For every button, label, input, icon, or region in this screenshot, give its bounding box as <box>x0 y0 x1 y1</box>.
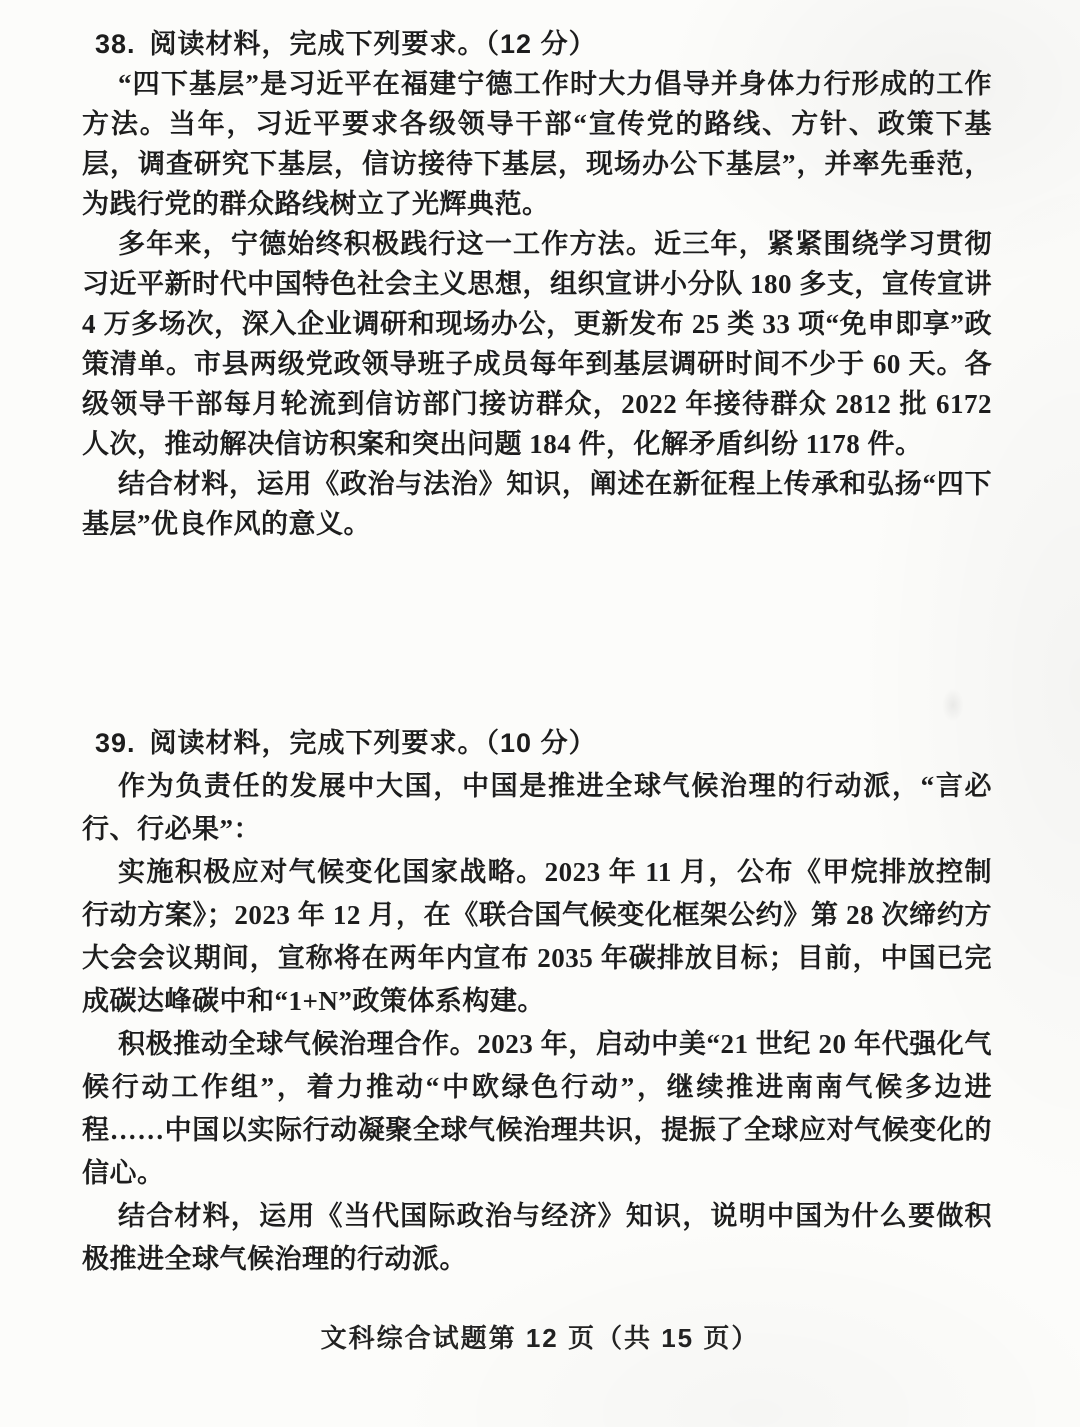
question-39-material-paragraph-1: 作为负责任的发展中大国，中国是推进全球气候治理的行动派，“言必行、行必果”： <box>82 771 992 844</box>
question-38-material-paragraph-2: 多年来，宁德始终积极践行这一工作方法。近三年，紧紧围绕学习贯彻习近平新时代中国特色社会主义思想，组织宣讲小分队 180 多支，宣传宣讲 4 万多场次，深入企业调研和现场办公，更新发布 25 类 33 项“免申即享”政策清单。市县两级党政领导班子成员每年到基层调研时间不少于 60 天。各级领导干部每月轮流到信访部门接访群众，2022 年接待群众 2812 批 6172 人次，推动解决信访积案和突出问题 184 件，化解矛盾纠纷 1178 件。 <box>82 229 992 459</box>
question-39-task: 结合材料，运用《当代国际政治与经济》知识，说明中国为什么要做积极推进全球气候治理的行动派。 <box>82 1201 992 1274</box>
question-39-number: 39. <box>95 728 136 758</box>
question-38 <box>82 24 992 544</box>
question-39-material-paragraph-3: 积极推动全球气候治理合作。2023 年，启动中美“21 世纪 20 年代强化气候行动工作组”，着力推动“中欧绿色行动”，继续推进南南气候多边进程……中国以实际行动凝聚全球气候治理共识，提振了全球应对气候变化的信心。 <box>82 1029 992 1188</box>
question-39-title: 阅读材料，完成下列要求。（10 分） <box>149 728 597 758</box>
question-39-material-paragraph-2: 实施积极应对气候变化国家战略。2023 年 11 月，公布《甲烷排放控制行动方案》；2023 年 12 月，在《联合国气候变化框架公约》第 28 次缔约方大会会议期间，宣称将在两年内宣布 2035 年碳排放目标；目前，中国已完成碳达峰碳中和“1+N”政策体系构建。 <box>82 857 992 1016</box>
question-38-title: 阅读材料，完成下列要求。（12 分） <box>149 29 597 59</box>
scan-artifact <box>942 688 964 722</box>
question-39 <box>82 722 992 1281</box>
question-38-material-paragraph-1: “四下基层”是习近平在福建宁德工作时大力倡导并身体力行形成的工作方法。当年，习近平要求各级领导干部“宣传党的路线、方针、政策下基层，调查研究下基层，信访接待下基层，现场办公下基层”，并率先垂范，为践行党的群众路线树立了光辉典范。 <box>82 69 992 219</box>
page-footer: 文科综合试题第 12 页（共 15 页） <box>320 1323 760 1353</box>
question-39-header <box>82 722 992 765</box>
question-38-task: 结合材料，运用《政治与法治》知识，阐述在新征程上传承和弘扬“四下基层”优良作风的意义。 <box>82 469 992 539</box>
question-38-number: 38. <box>95 29 136 59</box>
question-38-header <box>82 24 992 64</box>
